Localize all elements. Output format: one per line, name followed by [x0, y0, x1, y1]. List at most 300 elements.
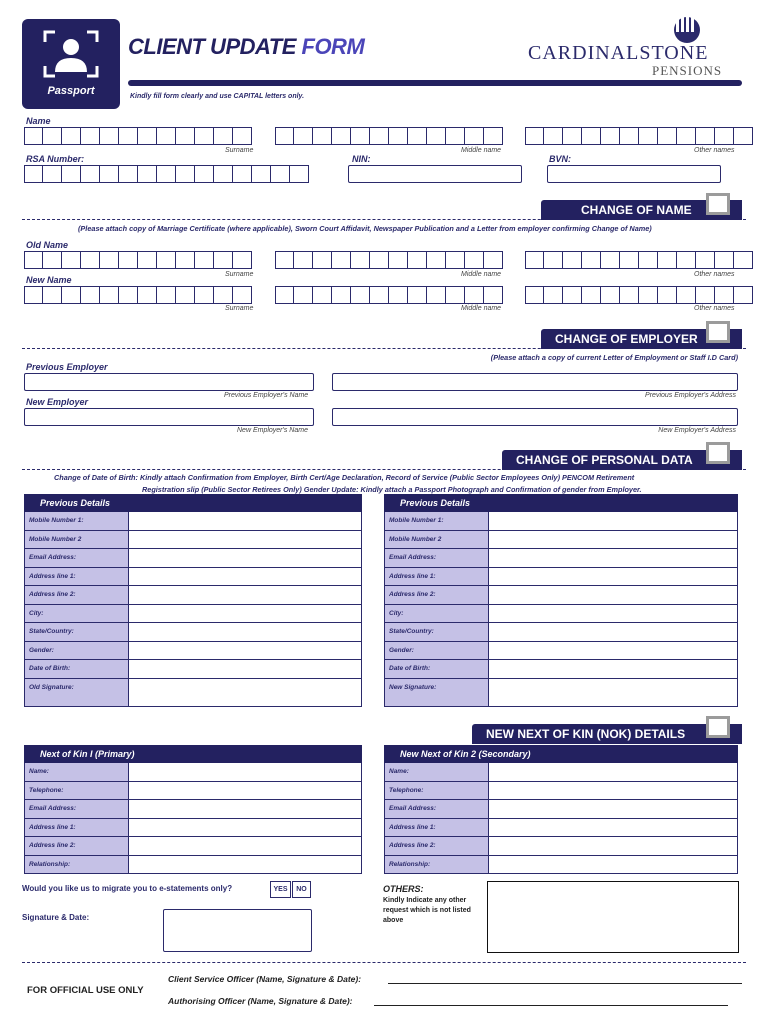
row-label: Mobile Number 1: [25, 512, 129, 530]
letter-box[interactable] [351, 286, 370, 304]
estatement-yes-box[interactable] [270, 881, 291, 898]
table-row [384, 642, 738, 661]
no-label: NO [296, 886, 307, 893]
letter-box[interactable] [62, 251, 81, 269]
signature-label: Signature & Date: [22, 913, 90, 922]
title-client-update: CLIENT UPDATE [128, 34, 296, 59]
table-row [24, 512, 362, 531]
new-surname-hint: Surname [225, 305, 254, 312]
row-label: Address line 1: [385, 819, 489, 837]
letter-box[interactable] [525, 251, 544, 269]
new-name-label: New Name [26, 275, 72, 285]
letter-box[interactable] [620, 127, 639, 145]
previous-employer-label: Previous Employer [26, 362, 108, 372]
letter-box[interactable] [658, 251, 677, 269]
table-row [24, 763, 362, 782]
portrait-icon [41, 28, 101, 80]
new-details-table [384, 494, 738, 707]
letter-box[interactable] [734, 286, 753, 304]
letter-box[interactable] [294, 127, 313, 145]
row-input[interactable] [489, 679, 737, 706]
personal-data-note-2: Registration slip (Public Sector Retirees Only) Gender Update: Kindly attach a Passport Photograph and Confirmation of gender from Employer. [142, 485, 642, 494]
letter-box[interactable] [601, 251, 620, 269]
row-input[interactable] [489, 642, 737, 660]
letter-box[interactable] [601, 286, 620, 304]
name-label: Name [26, 116, 51, 126]
letter-box[interactable] [408, 251, 427, 269]
letter-box[interactable] [24, 251, 43, 269]
letter-box[interactable] [332, 286, 351, 304]
row-label: Date of Birth: [25, 660, 129, 678]
middle-name-boxes[interactable] [275, 127, 503, 145]
row-input[interactable] [489, 782, 737, 800]
letter-box[interactable] [275, 251, 294, 269]
table-row [24, 679, 362, 707]
letter-box[interactable] [465, 251, 484, 269]
letter-box[interactable] [24, 127, 43, 145]
page-title [128, 34, 364, 60]
row-label: Mobile Number 2 [25, 531, 129, 549]
letter-box[interactable] [81, 127, 100, 145]
table-row [384, 623, 738, 642]
row-label: Old Signature: [25, 679, 129, 706]
change-of-employer-note: (Please attach a copy of current Letter of Employment or Staff I.D Card) [490, 353, 738, 362]
letter-box[interactable] [544, 251, 563, 269]
table-row [384, 782, 738, 801]
row-label: Gender: [385, 642, 489, 660]
row-input[interactable] [129, 800, 361, 818]
letter-box[interactable] [138, 251, 157, 269]
row-input[interactable] [489, 800, 737, 818]
row-label: Address line 2: [25, 837, 129, 855]
row-label: Email Address: [25, 549, 129, 567]
row-input[interactable] [129, 856, 361, 874]
letter-box[interactable] [427, 286, 446, 304]
letter-box[interactable] [715, 286, 734, 304]
new-employer-address-field[interactable] [332, 408, 738, 426]
nin-label: NIN: [352, 154, 371, 164]
letter-box[interactable] [313, 286, 332, 304]
letter-box[interactable] [157, 127, 176, 145]
letter-box[interactable] [100, 286, 119, 304]
old-name-label: Old Name [26, 240, 69, 250]
table-row [24, 642, 362, 661]
letter-box[interactable] [389, 251, 408, 269]
row-input[interactable] [129, 660, 361, 678]
logo-mark-icon [670, 8, 704, 44]
letter-box[interactable] [715, 251, 734, 269]
row-input[interactable] [489, 531, 737, 549]
new-middle-hint: Middle name [461, 305, 502, 312]
change-of-employer-title: CHANGE OF EMPLOYER [555, 332, 698, 346]
table-row [384, 856, 738, 875]
new-employer-label: New Employer [26, 397, 89, 407]
table-row [384, 531, 738, 550]
letter-box[interactable] [525, 286, 544, 304]
letter-box[interactable] [195, 251, 214, 269]
row-input[interactable] [489, 837, 737, 855]
passport-label: Passport [47, 85, 95, 97]
official-use-label: FOR OFFICIAL USE ONLY [27, 985, 144, 996]
change-of-name-checkbox[interactable] [706, 193, 730, 215]
row-input[interactable] [129, 605, 361, 623]
row-input[interactable] [489, 512, 737, 530]
row-label: Relationship: [25, 856, 129, 874]
table-row [384, 568, 738, 587]
row-input[interactable] [489, 856, 737, 874]
subtitle: Kindly fill form clearly and use CAPITAL letters only. [130, 93, 305, 100]
table-row [24, 586, 362, 605]
row-label: Name: [25, 763, 129, 781]
table-row [384, 605, 738, 624]
old-surname-boxes[interactable] [24, 251, 252, 269]
nok-secondary-header: New Next of Kin 2 (Secondary) [384, 745, 738, 763]
letter-box[interactable] [214, 165, 233, 183]
table-row [24, 660, 362, 679]
letter-box[interactable] [157, 251, 176, 269]
letter-box[interactable] [195, 127, 214, 145]
letter-box[interactable] [119, 165, 138, 183]
letter-box[interactable] [427, 127, 446, 145]
letter-box[interactable] [525, 127, 544, 145]
row-label: Address line 2: [25, 586, 129, 604]
estatement-no-box[interactable] [292, 881, 311, 898]
row-label: Telephone: [25, 782, 129, 800]
letter-box[interactable] [100, 251, 119, 269]
letter-box[interactable] [176, 165, 195, 183]
change-of-name-note: (Please attach copy of Marriage Certificate (where applicable), Sworn Court Affidavit, Newspaper Publication and a Letter from employer confirming Change of Name) [78, 224, 652, 233]
row-input[interactable] [489, 763, 737, 781]
new-surname-boxes[interactable] [24, 286, 252, 304]
new-other-boxes[interactable] [525, 286, 753, 304]
row-label: Telephone: [385, 782, 489, 800]
letter-box[interactable] [620, 251, 639, 269]
letter-box[interactable] [639, 127, 658, 145]
previous-employer-name-field[interactable] [24, 373, 314, 391]
yes-label: YES [273, 886, 288, 893]
row-label: Date of Birth: [385, 660, 489, 678]
letter-box[interactable] [138, 127, 157, 145]
row-label: Mobile Number 2 [385, 531, 489, 549]
letter-box[interactable] [446, 127, 465, 145]
row-input[interactable] [129, 837, 361, 855]
logo-text: CARDINALSTONE [528, 42, 709, 64]
letter-box[interactable] [233, 286, 252, 304]
letter-box[interactable] [119, 251, 138, 269]
row-label: City: [385, 605, 489, 623]
letter-box[interactable] [601, 127, 620, 145]
row-label: State/Country: [385, 623, 489, 641]
table-row [24, 549, 362, 568]
row-label: Relationship: [385, 856, 489, 874]
letter-box[interactable] [290, 165, 309, 183]
letter-box[interactable] [446, 286, 465, 304]
signature-field[interactable] [163, 909, 312, 952]
letter-box[interactable] [582, 127, 601, 145]
letter-box[interactable] [677, 251, 696, 269]
table-row [24, 531, 362, 550]
row-label: New Signature: [385, 679, 489, 706]
row-label: Address line 2: [385, 586, 489, 604]
row-input[interactable] [129, 549, 361, 567]
letter-box[interactable] [195, 286, 214, 304]
table-row [24, 819, 362, 838]
letter-box[interactable] [389, 127, 408, 145]
row-label: Address line 1: [385, 568, 489, 586]
letter-box[interactable] [389, 286, 408, 304]
letter-box[interactable] [313, 127, 332, 145]
row-input[interactable] [129, 679, 361, 706]
letter-box[interactable] [275, 127, 294, 145]
letter-box[interactable] [639, 251, 658, 269]
letter-box[interactable] [294, 251, 313, 269]
letter-box[interactable] [119, 127, 138, 145]
row-input[interactable] [129, 568, 361, 586]
letter-box[interactable] [43, 286, 62, 304]
nok-title: NEW NEXT OF KIN (NOK) DETAILS [486, 727, 686, 741]
previous-details-header: Previous Details [24, 494, 362, 512]
letter-box[interactable] [484, 286, 503, 304]
surname-hint: Surname [225, 147, 254, 154]
letter-box[interactable] [43, 251, 62, 269]
letter-box[interactable] [43, 127, 62, 145]
previous-employer-name-hint: Previous Employer's Name [224, 392, 309, 399]
letter-box[interactable] [100, 165, 119, 183]
letter-box[interactable] [275, 286, 294, 304]
letter-box[interactable] [639, 286, 658, 304]
row-input[interactable] [489, 586, 737, 604]
letter-box[interactable] [370, 286, 389, 304]
bvn-label: BVN: [549, 154, 571, 164]
cso-label: Client Service Officer (Name, Signature & Date): [168, 974, 362, 984]
letter-box[interactable] [427, 251, 446, 269]
change-of-employer-checkbox[interactable] [706, 321, 730, 343]
letter-box[interactable] [620, 286, 639, 304]
letter-box[interactable] [62, 127, 81, 145]
nok-primary-header: Next of Kin I (Primary) [24, 745, 362, 763]
row-label: Address line 2: [385, 837, 489, 855]
letter-box[interactable] [563, 251, 582, 269]
letter-box[interactable] [715, 127, 734, 145]
table-row [24, 837, 362, 856]
new-employer-address-hint: New Employer's Address [658, 427, 736, 434]
previous-employer-address-hint: Previous Employer's Address [645, 392, 736, 399]
letter-box[interactable] [119, 286, 138, 304]
rsa-label: RSA Number: [26, 154, 85, 164]
table-row [384, 512, 738, 531]
new-other-hint: Other names [694, 305, 735, 312]
row-input[interactable] [129, 512, 361, 530]
old-other-hint: Other names [694, 271, 735, 278]
row-input[interactable] [489, 605, 737, 623]
change-of-personal-data-checkbox[interactable] [706, 442, 730, 464]
letter-box[interactable] [271, 165, 290, 183]
row-label: Mobile Number 1: [385, 512, 489, 530]
table-row [384, 549, 738, 568]
nok-banner [472, 724, 742, 744]
letter-box[interactable] [408, 286, 427, 304]
letter-box[interactable] [176, 127, 195, 145]
authorising-signature-line[interactable] [374, 1005, 728, 1006]
old-middle-boxes[interactable] [275, 251, 503, 269]
title-form: FORM [301, 34, 365, 59]
change-of-name-title: CHANGE OF NAME [581, 203, 692, 217]
letter-box[interactable] [195, 165, 214, 183]
table-row [384, 660, 738, 679]
row-input[interactable] [129, 642, 361, 660]
letter-box[interactable] [408, 127, 427, 145]
letter-box[interactable] [176, 251, 195, 269]
table-row [24, 568, 362, 587]
table-row [24, 623, 362, 642]
authorising-officer-label: Authorising Officer (Name, Signature & Date): [168, 996, 353, 1006]
bvn-field[interactable] [547, 165, 721, 183]
letter-box[interactable] [332, 127, 351, 145]
letter-box[interactable] [62, 286, 81, 304]
previous-employer-address-field[interactable] [332, 373, 738, 391]
row-input[interactable] [129, 819, 361, 837]
letter-box[interactable] [62, 165, 81, 183]
letter-box[interactable] [138, 286, 157, 304]
nok-secondary-table [384, 745, 738, 874]
letter-box[interactable] [370, 251, 389, 269]
letter-box[interactable] [582, 286, 601, 304]
letter-box[interactable] [696, 286, 715, 304]
letter-box[interactable] [544, 127, 563, 145]
letter-box[interactable] [157, 286, 176, 304]
middle-name-hint: Middle name [461, 147, 502, 154]
table-row [384, 586, 738, 605]
letter-box[interactable] [465, 127, 484, 145]
other-names-hint: Other names [694, 147, 735, 154]
row-label: Name: [385, 763, 489, 781]
letter-box[interactable] [138, 165, 157, 183]
row-input[interactable] [129, 623, 361, 641]
logo [528, 8, 728, 78]
row-input[interactable] [489, 819, 737, 837]
letter-box[interactable] [658, 127, 677, 145]
others-label: OTHERS: [383, 884, 424, 894]
old-other-boxes[interactable] [525, 251, 753, 269]
letter-box[interactable] [544, 286, 563, 304]
row-label: Gender: [25, 642, 129, 660]
row-input[interactable] [129, 763, 361, 781]
letter-box[interactable] [252, 165, 271, 183]
row-input[interactable] [489, 660, 737, 678]
row-label: Email Address: [385, 800, 489, 818]
letter-box[interactable] [696, 127, 715, 145]
row-label: Address line 1: [25, 568, 129, 586]
old-surname-hint: Surname [225, 271, 254, 278]
table-row [384, 763, 738, 782]
letter-box[interactable] [677, 127, 696, 145]
letter-box[interactable] [214, 286, 233, 304]
nok-checkbox[interactable] [706, 716, 730, 738]
letter-box[interactable] [313, 251, 332, 269]
row-label: Email Address: [25, 800, 129, 818]
letter-box[interactable] [157, 165, 176, 183]
letter-box[interactable] [81, 286, 100, 304]
estatement-question: Would you like us to migrate you to e-statements only? [22, 884, 233, 893]
table-row [24, 856, 362, 875]
letter-box[interactable] [43, 165, 62, 183]
new-employer-name-hint: New Employer's Name [237, 427, 308, 434]
letter-box[interactable] [176, 286, 195, 304]
letter-box[interactable] [233, 165, 252, 183]
new-employer-name-field[interactable] [24, 408, 314, 426]
letter-box[interactable] [563, 127, 582, 145]
letter-box[interactable] [658, 286, 677, 304]
letter-box[interactable] [734, 251, 753, 269]
letter-box[interactable] [696, 251, 715, 269]
letter-box[interactable] [370, 127, 389, 145]
letter-box[interactable] [233, 251, 252, 269]
letter-box[interactable] [582, 251, 601, 269]
table-row [24, 782, 362, 801]
rsa-number-boxes[interactable] [24, 165, 309, 183]
row-input[interactable] [489, 623, 737, 641]
personal-data-note-1: Change of Date of Birth: Kindly attach Confirmation from Employer, Birth Cert/Age Declaration, Record of Service (Public Sector Employees Only) PENCOM Retirement [54, 473, 635, 482]
row-input[interactable] [129, 531, 361, 549]
table-row [24, 605, 362, 624]
title-underline [128, 80, 742, 86]
letter-box[interactable] [100, 127, 119, 145]
table-row [384, 819, 738, 838]
table-row [384, 837, 738, 856]
surname-boxes[interactable] [24, 127, 252, 145]
letter-box[interactable] [484, 251, 503, 269]
previous-details-table [24, 494, 362, 707]
letter-box[interactable] [351, 127, 370, 145]
letter-box[interactable] [351, 251, 370, 269]
letter-box[interactable] [214, 251, 233, 269]
row-label: City: [25, 605, 129, 623]
nok-primary-table [24, 745, 362, 874]
row-label: State/Country: [25, 623, 129, 641]
letter-box[interactable] [465, 286, 484, 304]
footer-divider [22, 962, 746, 963]
row-input[interactable] [129, 782, 361, 800]
row-label: Email Address: [385, 549, 489, 567]
table-row [24, 800, 362, 819]
new-middle-boxes[interactable] [275, 286, 503, 304]
letter-box[interactable] [81, 165, 100, 183]
row-input[interactable] [129, 586, 361, 604]
other-names-boxes[interactable] [525, 127, 753, 145]
letter-box[interactable] [81, 251, 100, 269]
others-field[interactable] [487, 881, 739, 953]
row-input[interactable] [489, 549, 737, 567]
letter-box[interactable] [233, 127, 252, 145]
logo-subtext: PENSIONS [652, 63, 723, 78]
change-of-personal-data-title: CHANGE OF PERSONAL DATA [516, 453, 693, 467]
letter-box[interactable] [677, 286, 696, 304]
letter-box[interactable] [214, 127, 233, 145]
letter-box[interactable] [294, 286, 313, 304]
passport-photo-box[interactable] [22, 19, 120, 109]
letter-box[interactable] [24, 165, 43, 183]
row-input[interactable] [489, 568, 737, 586]
cso-signature-line[interactable] [388, 983, 742, 984]
letter-box[interactable] [332, 251, 351, 269]
nin-field[interactable] [348, 165, 522, 183]
letter-box[interactable] [24, 286, 43, 304]
letter-box[interactable] [734, 127, 753, 145]
letter-box[interactable] [563, 286, 582, 304]
letter-box[interactable] [484, 127, 503, 145]
table-row [384, 679, 738, 707]
letter-box[interactable] [446, 251, 465, 269]
